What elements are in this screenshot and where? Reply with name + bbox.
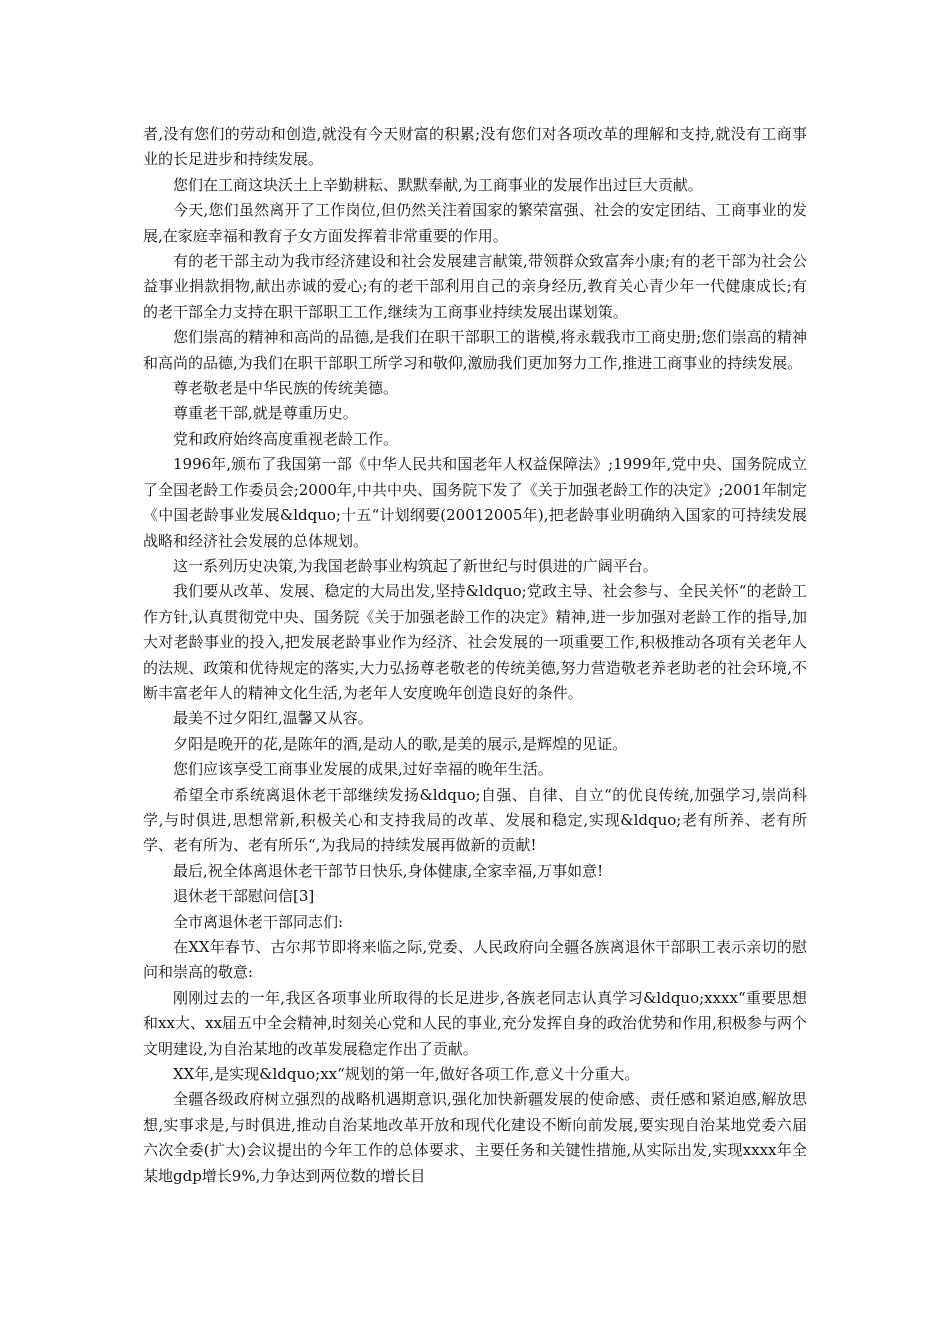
paragraph: 1996年,颁布了我国第一部《中华人民共和国老年人权益保障法》;1999年,党中央、国务院成立了全国老龄工作委员会;2000年,中共中央、国务院下发了《关于加强老龄工作的决定》;2001年制定《中国老龄事业发展&ldquo;十五“计划纲要(20012005年),把老龄事业明确纳入国家的可持续发展战略和经济社会发展的总体规划。 — [143, 455, 807, 550]
paragraph: 全疆各级政府树立强烈的战略机遇期意识,强化加快新疆发展的使命感、责任感和紧迫感,解放思想,实事求是,与时俱进,推动自治某地改革开放和现代化建设不断向前发展,要实现自治某地党委六届六次全委(扩大)会议提出的今年工作的总体要求、主要任务和关键性措施,从实际出发,实现xxxx年全某地gdp增长9%,力争达到两位数的增长目 — [143, 1090, 807, 1185]
paragraph: 有的老干部主动为我市经济建设和社会发展建言献策,带领群众致富奔小康;有的老干部为社会公益事业捐款捐物,献出赤诚的爱心;有的老干部利用自己的亲身经历,教育关心青少年一代健康成长;有的老干部全力支持在职干部职工工作,继续为工商事业持续发展出谋划策。 — [143, 252, 807, 321]
paragraph: 您们崇高的精神和高尚的品德,是我们在职干部职工的谐模,将永载我市工商史册;您们崇高的精神和高尚的品德,为我们在职干部职工所学习和敬仰,激励我们更加努力工作,推进工商事业的持续发展。 — [143, 328, 807, 372]
paragraph: 在XX年春节、古尔邦节即将来临之际,党委、人民政府向全疆各族离退休干部职工表示亲切的慰问和崇高的敬意: — [143, 938, 807, 982]
paragraph: 最后,祝全体离退休老干部节日快乐,身体健康,全家幸福,万事如意! — [173, 861, 604, 880]
paragraph: 您们应该享受工商事业发展的成果,过好幸福的晚年生活。 — [173, 760, 553, 779]
paragraph: 夕阳是晚开的花,是陈年的酒,是动人的歌,是美的展示,是辉煌的见证。 — [173, 734, 628, 753]
paragraph: 这一系列历史决策,为我国老龄事业构筑起了新世纪与时俱进的广阔平台。 — [173, 556, 658, 575]
paragraph: 尊老敬老是中华民族的传统美德。 — [173, 379, 399, 398]
paragraph: 希望全市系统离退休老干部继续发扬&ldquo;自强、自律、自立“的优良传统,加强学习,崇尚科学,与时俱进,思想常新,积极关心和支持我局的改革、发展和稳定,实现&ldquo;老有所养、老有所学、老有所为、老有所乐“,为我局的持续发展再做新的贡献! — [143, 785, 807, 855]
paragraph: 我们要从改革、发展、稳定的大局出发,坚持&ldquo;党政主导、社会参与、全民关怀“的老龄工作方针,认真贯彻党中央、国务院《关于加强老龄工作的决定》精神,进一步加强对老龄工作的指导,加大对老龄事业的投入,把发展老龄事业作为经济、社会发展的一项重要工作,积极推动各项有关老年人的法规、政策和优待规定的落实,大力弘扬尊老敬老的传统美德,努力营造敬老养老助老的社会环境,不断丰富老年人的精神文化生活,为老年人安度晚年创造良好的条件。 — [143, 582, 807, 702]
paragraph: 刚刚过去的一年,我区各项事业所取得的长足进步,各族老同志认真学习&ldquo;xxxx“重要思想和xx大、xx届五中全会精神,时刻关心党和人民的事业,充分发挥自身的政治优势和作用,积极参与两个文明建设,为自治某地的改革发展稳定作出了贡献。 — [143, 988, 807, 1058]
paragraph: 党和政府始终高度重视老龄工作。 — [173, 429, 399, 448]
paragraph: 最美不过夕阳红,温馨又从容。 — [173, 709, 373, 728]
document-body — [143, 122, 807, 1189]
paragraph: 您们在工商这块沃土上辛勤耕耘、默默奉献,为工商事业的发展作出过巨大贡献。 — [173, 175, 703, 194]
paragraph: XX年,是实现&ldquo;xx“规划的第一年,做好各项工作,意义十分重大。 — [173, 1065, 640, 1084]
paragraph: 今天,您们虽然离开了工作岗位,但仍然关注着国家的繁荣富强、社会的安定团结、工商事业的发展,在家庭幸福和教育子女方面发挥着非常重要的作用。 — [143, 201, 807, 245]
salutation: 全市离退休老干部同志们: — [173, 912, 344, 931]
paragraph: 尊重老干部,就是尊重历史。 — [173, 404, 358, 423]
paragraph: 者,没有您们的劳动和创造,就没有今天财富的积累;没有您们对各项改革的理解和支持,就没有工商事业的长足进步和持续发展。 — [143, 125, 807, 169]
section-heading: 退休老干部慰问信[3] — [173, 887, 315, 906]
